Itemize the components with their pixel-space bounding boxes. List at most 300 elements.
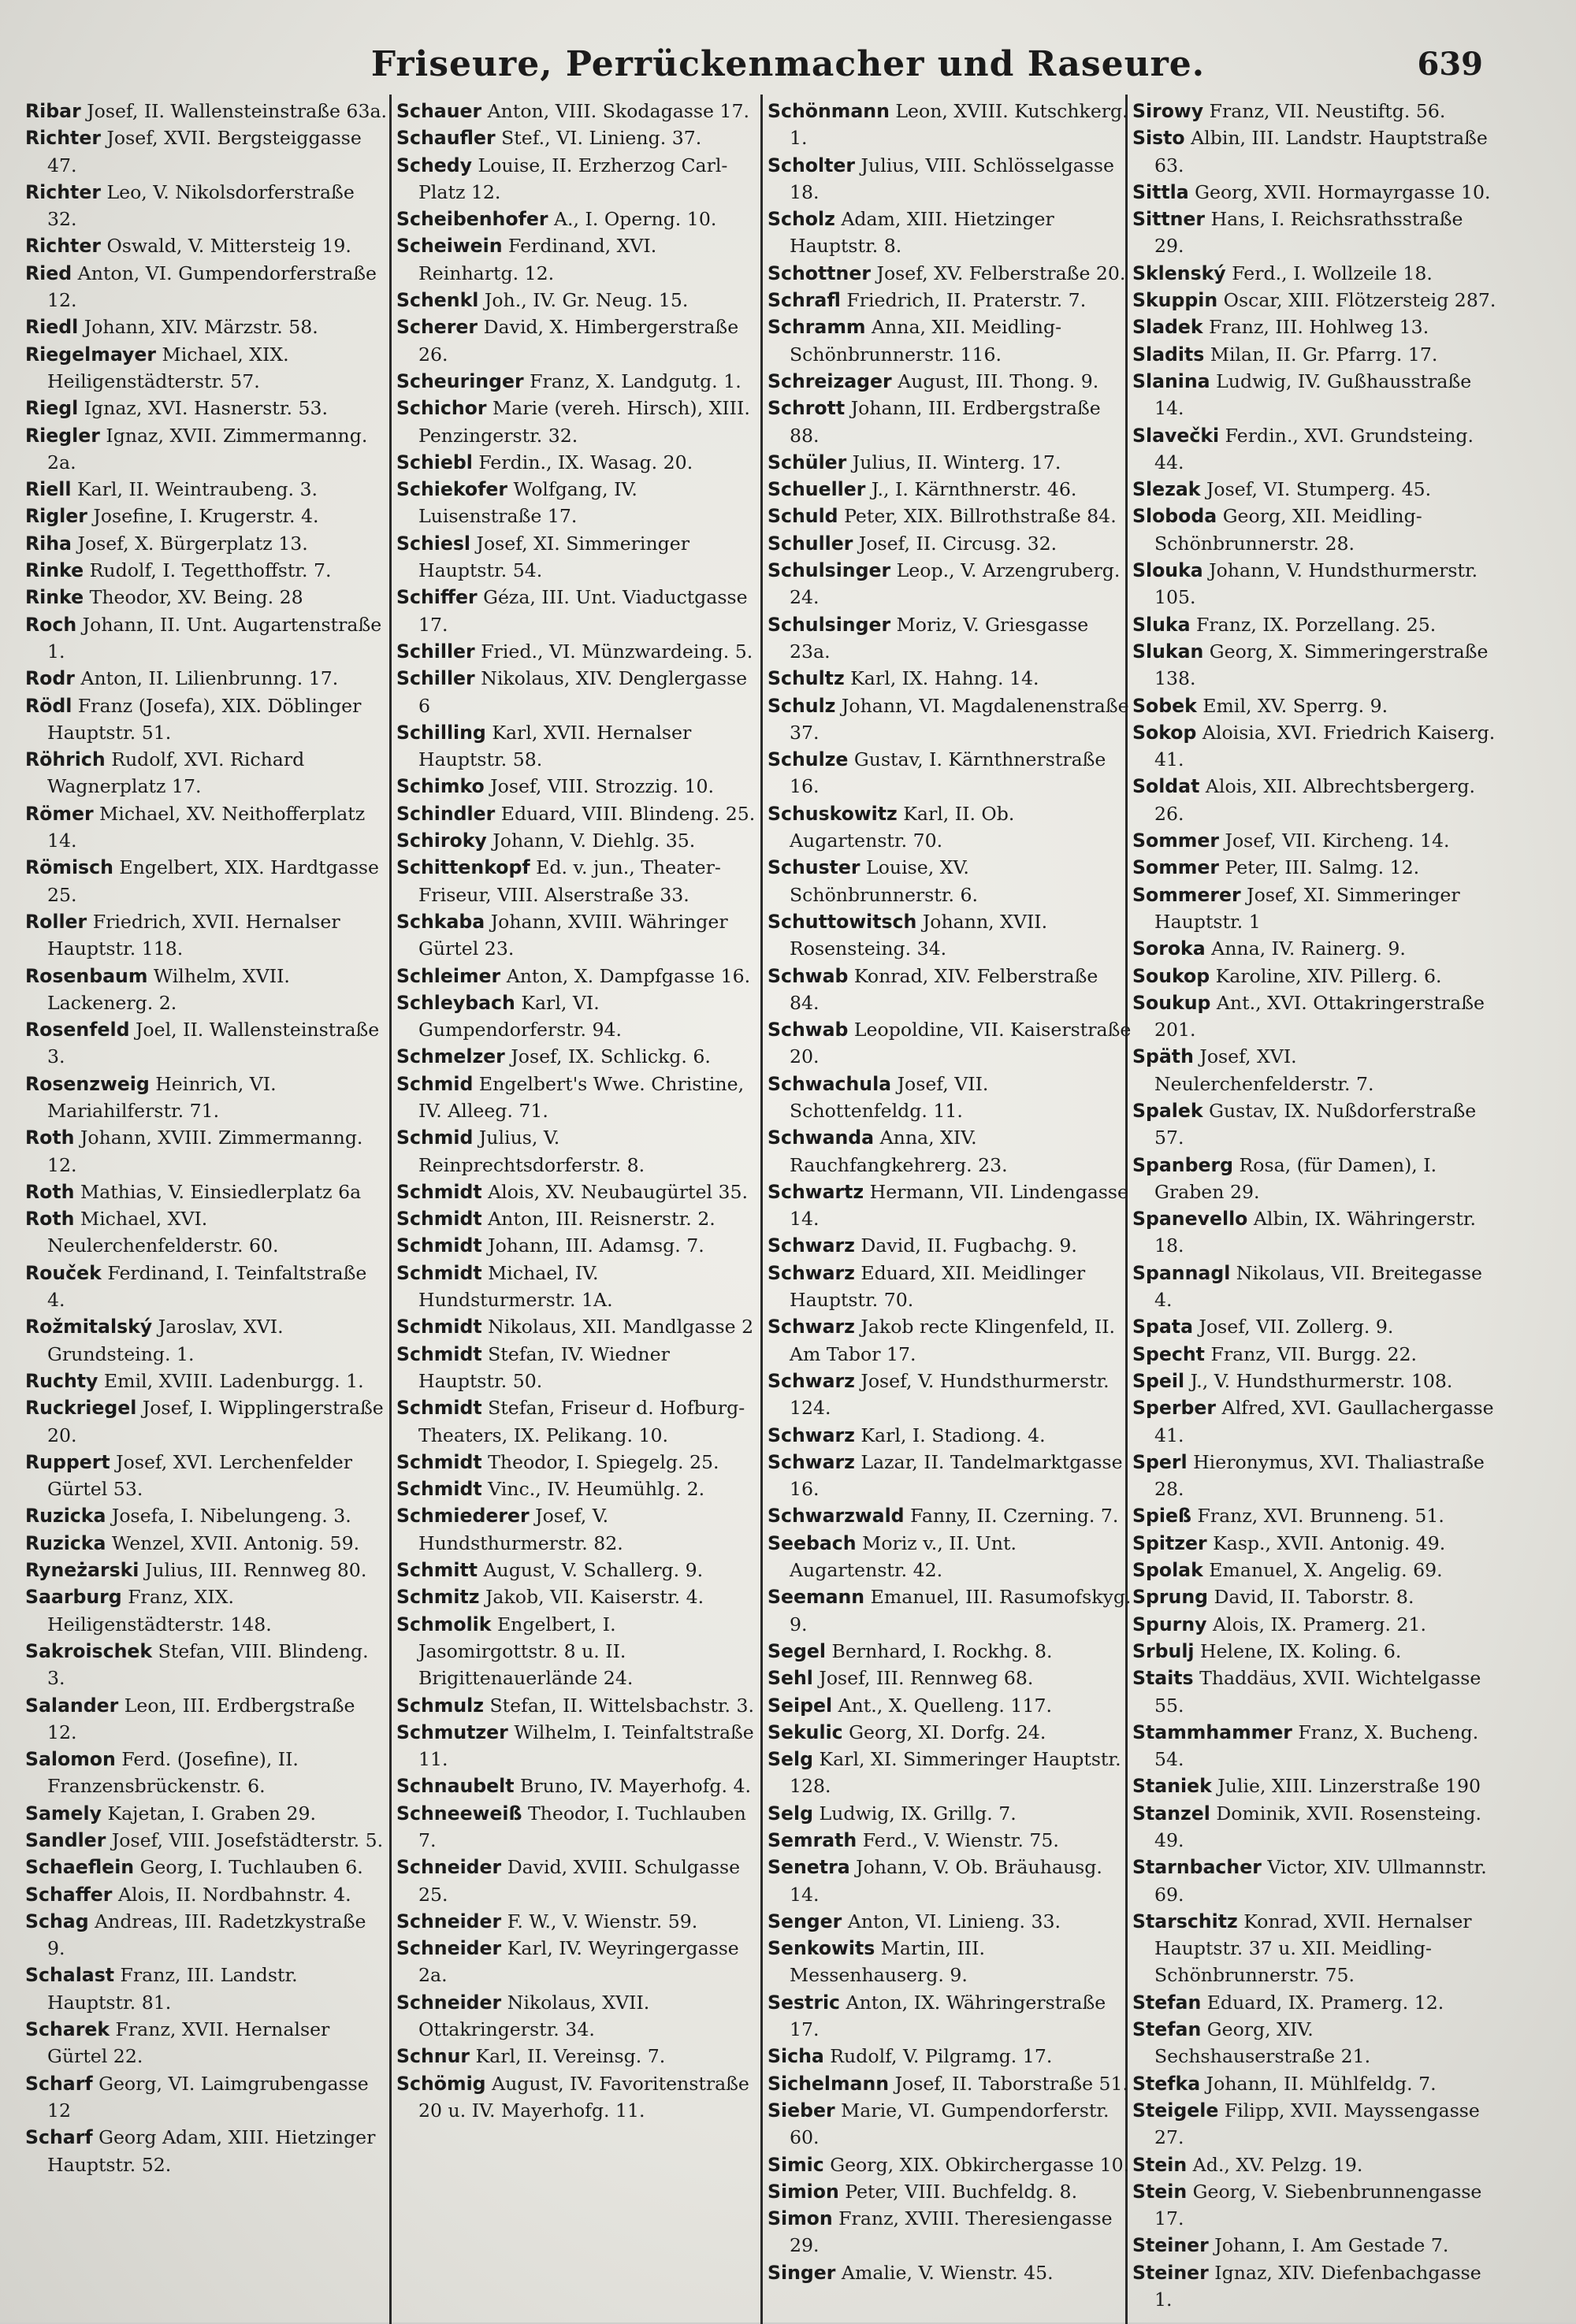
entry-details: August, IV. Favoritenstraße 20 u. IV. Mayerhofg. 11. xyxy=(418,2072,749,2122)
entry-details: Franz, X. Bucheng. 54. xyxy=(1154,1721,1479,1771)
entry-surname: Soukup xyxy=(1132,991,1211,1014)
entry-details: David, X. Himbergerstraße 26. xyxy=(418,316,739,366)
directory-entry xyxy=(768,1719,1132,1746)
entry-surname: Scholz xyxy=(768,208,835,231)
entry-surname: Scheibenhofer xyxy=(396,208,548,231)
entry-details: Anton, X. Dampfgasse 16. xyxy=(506,964,751,987)
entry-surname: Sichelmann xyxy=(768,2072,890,2095)
directory-entry xyxy=(1132,1043,1496,1097)
entry-surname: Slanina xyxy=(1132,369,1210,392)
directory-entry xyxy=(768,2070,1132,2097)
directory-entry xyxy=(396,989,760,1044)
entry-details: A., I. Operng. 10. xyxy=(553,208,717,231)
directory-entry xyxy=(768,2205,1132,2259)
entry-surname: Riell xyxy=(25,478,72,501)
directory-entry xyxy=(768,1232,1132,1259)
directory-entry xyxy=(768,152,1132,206)
directory-entry xyxy=(396,1205,760,1232)
directory-entry xyxy=(396,1611,760,1692)
entry-surname: Salomon xyxy=(25,1748,116,1771)
entry-details: Julie, XIII. Linzerstraße 190 xyxy=(1217,1775,1481,1798)
entry-surname: Spieß xyxy=(1132,1505,1191,1528)
directory-entry xyxy=(768,854,1132,908)
entry-details: Dominik, XVII. Rosensteing. 49. xyxy=(1154,1802,1481,1851)
directory-entry xyxy=(396,2043,760,2070)
entry-details: Rudolf, V. Pilgramg. 17. xyxy=(830,2045,1053,2068)
directory-entry xyxy=(1132,935,1496,962)
entry-details: Wilhelm, I. Teinfaltstraße 11. xyxy=(418,1721,754,1771)
directory-entry xyxy=(25,1827,389,1854)
directory-entry xyxy=(768,503,1132,529)
directory-entry xyxy=(1132,1530,1496,1557)
entry-details: Leop., V. Arzengruberg. 24. xyxy=(790,559,1121,609)
entry-details: Johann, III. Adamsg. 7. xyxy=(488,1234,704,1257)
directory-entry xyxy=(768,314,1132,368)
directory-entry xyxy=(768,1692,1132,1719)
directory-entry xyxy=(25,530,389,557)
entry-surname: Spitzer xyxy=(1132,1531,1207,1554)
entry-surname: Rinke xyxy=(25,559,84,582)
entry-surname: Schönmann xyxy=(768,100,890,122)
directory-entry xyxy=(396,2070,760,2125)
directory-entry xyxy=(396,1989,760,2044)
directory-entry xyxy=(1132,2151,1496,2178)
entry-surname: Soldat xyxy=(1132,775,1200,798)
entry-surname: Sakroischek xyxy=(25,1639,153,1662)
directory-entry xyxy=(768,2097,1132,2151)
entry-surname: Spannagl xyxy=(1132,1261,1231,1284)
entry-surname: Ried xyxy=(25,262,72,284)
entry-surname: Schwachula xyxy=(768,1072,892,1095)
entry-details: David, II. Taborstr. 8. xyxy=(1214,1586,1414,1609)
entry-details: Franz, XVIII. Theresiengasse 29. xyxy=(790,2207,1113,2257)
entry-details: Josef, II. Wallensteinstraße 63a. xyxy=(87,100,388,122)
entry-surname: Schiekofer xyxy=(396,478,508,501)
entry-details: Karl, IV. Weyringergasse 2a. xyxy=(418,1937,739,1987)
entry-surname: Sirowy xyxy=(1132,100,1204,122)
entry-details: Ed. v. jun., Theater-Friseur, VIII. Alserstraße 33. xyxy=(418,856,721,906)
entry-details: J., I. Kärnthnerstr. 46. xyxy=(871,478,1077,501)
directory-entry xyxy=(768,1368,1132,1422)
entry-surname: Spalek xyxy=(1132,1099,1203,1122)
entry-surname: Seebach xyxy=(768,1531,857,1554)
directory-entry xyxy=(25,1368,389,1394)
directory-entry xyxy=(768,1746,1132,1800)
entry-details: Josef, II. Taborstraße 51. xyxy=(894,2072,1129,2095)
entry-surname: Simon xyxy=(768,2207,833,2230)
entry-surname: Schulsinger xyxy=(768,559,891,582)
entry-details: Ignaz, XVII. Zimmermanng. 2a. xyxy=(47,424,368,473)
entry-details: Friedrich, XVII. Hernalser Hauptstr. 118. xyxy=(47,910,340,960)
directory-entry xyxy=(396,1232,760,1259)
entry-details: Josef, XI. Simmeringer Hauptstr. 54. xyxy=(418,532,690,582)
entry-details: Ludwig, IX. Grillg. 7. xyxy=(819,1802,1017,1825)
directory-entry xyxy=(768,260,1132,287)
directory-entry xyxy=(396,449,760,476)
directory-entry xyxy=(396,908,760,963)
directory-entry xyxy=(1132,1989,1496,2016)
entry-surname: Simic xyxy=(768,2153,824,2176)
entry-surname: Schiesl xyxy=(396,532,470,555)
directory-entry xyxy=(25,800,389,855)
entry-surname: Schrott xyxy=(768,397,846,420)
entry-surname: Soroka xyxy=(1132,937,1206,960)
entry-details: Peter, XIX. Billrothstraße 84. xyxy=(844,505,1117,528)
directory-entry xyxy=(25,1124,389,1179)
entry-surname: Scharf xyxy=(25,2072,93,2095)
directory-entry xyxy=(396,476,760,530)
entry-surname: Schottner xyxy=(768,262,871,284)
entry-surname: Spata xyxy=(1132,1316,1194,1338)
entry-surname: Schauer xyxy=(396,100,482,122)
directory-entry xyxy=(768,1827,1132,1854)
directory-entry xyxy=(396,1313,760,1340)
directory-entry xyxy=(1132,2097,1496,2151)
entry-surname: Sluka xyxy=(1132,613,1191,636)
entry-details: Bernhard, I. Rockhg. 8. xyxy=(831,1639,1053,1662)
entry-surname: Schichor xyxy=(396,397,487,420)
entry-details: Franz, IX. Porzellang. 25. xyxy=(1196,613,1437,636)
page-header xyxy=(0,41,1576,88)
directory-entry xyxy=(25,1179,389,1205)
entry-surname: Schmutzer xyxy=(396,1721,508,1743)
entry-surname: Sandler xyxy=(25,1829,106,1851)
entry-surname: Sokop xyxy=(1132,721,1197,744)
entry-details: Josef, XVI. Neulerchenfelderstr. 7. xyxy=(1154,1045,1374,1095)
entry-details: Ferdin., XVI. Grundsteing. 44. xyxy=(1154,424,1474,473)
entry-details: Nikolaus, XIV. Denglergasse 6 xyxy=(418,667,748,717)
entry-surname: Schmidt xyxy=(396,1234,482,1257)
entry-details: Moriz v., II. Unt. Augartenstr. 42. xyxy=(790,1531,1017,1582)
directory-entry xyxy=(396,1719,760,1773)
entry-details: Georg, I. Tuchlauben 6. xyxy=(139,1856,363,1879)
entry-details: Johann, II. Mühlfeldg. 7. xyxy=(1206,2072,1437,2095)
directory-entry xyxy=(768,1800,1132,1827)
entry-details: Friedrich, II. Praterstr. 7. xyxy=(846,289,1087,312)
entry-details: Josef, XV. Felberstraße 20. xyxy=(876,262,1126,284)
directory-entry xyxy=(1132,1773,1496,1799)
entry-details: Victor, XIV. Ullmannstr. 69. xyxy=(1154,1856,1487,1906)
entry-surname: Schmidt xyxy=(396,1180,482,1203)
directory-entry xyxy=(25,1854,389,1880)
directory-entry xyxy=(768,1665,1132,1691)
entry-surname: Stammhammer xyxy=(1132,1721,1292,1743)
directory-entry xyxy=(768,1422,1132,1449)
entry-surname: Schwab xyxy=(768,1019,849,1041)
entry-surname: Römer xyxy=(25,802,94,825)
entry-details: Josef, II. Circusg. 32. xyxy=(858,532,1057,555)
entry-details: Alfred, XVI. Gaullachergasse 41. xyxy=(1154,1397,1494,1446)
entry-surname: Spanevello xyxy=(1132,1208,1248,1231)
entry-details: Josef, X. Bürgerplatz 13. xyxy=(77,532,308,555)
entry-surname: Semrath xyxy=(768,1829,857,1851)
entry-surname: Srbulj xyxy=(1132,1639,1195,1662)
entry-surname: Schwarz xyxy=(768,1316,855,1338)
entry-surname: Slezak xyxy=(1132,478,1201,501)
entry-surname: Schmidt xyxy=(396,1261,482,1284)
directory-entry xyxy=(1132,2016,1496,2070)
entry-details: Rudolf, I. Tegetthoffstr. 7. xyxy=(89,559,332,582)
entry-surname: Sprung xyxy=(1132,1586,1208,1609)
entry-surname: Senetra xyxy=(768,1856,850,1879)
entry-surname: Sestric xyxy=(768,1991,841,2014)
entry-details: Stefan, IV. Wiedner Hauptstr. 50. xyxy=(418,1342,670,1392)
entry-details: Anna, IV. Rainerg. 9. xyxy=(1211,937,1406,960)
entry-surname: Seipel xyxy=(768,1694,833,1717)
entry-details: Oswald, V. Mittersteig 19. xyxy=(106,235,351,258)
directory-entry xyxy=(396,800,760,827)
directory-entry xyxy=(396,1692,760,1719)
entry-details: Leopoldine, VII. Kaiserstraße 20. xyxy=(790,1019,1132,1068)
entry-surname: Schulze xyxy=(768,748,849,771)
entry-surname: Schiebl xyxy=(396,451,473,473)
entry-details: Franz, XVII. Hernalser Gürtel 22. xyxy=(47,2018,330,2068)
directory-entry xyxy=(396,1800,760,1854)
entry-surname: Schulz xyxy=(768,694,836,717)
entry-surname: Ruzicka xyxy=(25,1505,106,1528)
entry-surname: Scherer xyxy=(396,316,478,339)
directory-entry xyxy=(768,1313,1132,1368)
entry-surname: Stein xyxy=(1132,2180,1188,2203)
directory-entry xyxy=(768,963,1132,1017)
directory-entry xyxy=(1132,503,1496,557)
directory-entry xyxy=(1132,2070,1496,2097)
directory-entry xyxy=(25,1071,389,1125)
entry-details: Josef, VII. Schottenfeldg. 11. xyxy=(790,1072,989,1122)
directory-entry xyxy=(1132,1719,1496,1773)
entry-surname: Stefan xyxy=(1132,2018,1202,2041)
entry-details: Gustav, I. Kärnthnerstraße 16. xyxy=(790,748,1106,798)
directory-entry xyxy=(25,314,389,340)
entry-details: Louise, II. Erzherzog Carl-Platz 12. xyxy=(418,154,728,203)
directory-entry xyxy=(768,908,1132,963)
directory-entry xyxy=(768,665,1132,692)
entry-details: Vinc., IV. Heumühlg. 2. xyxy=(488,1478,705,1501)
entry-details: Karoline, XIV. Pillerg. 6. xyxy=(1215,964,1442,987)
entry-surname: Staits xyxy=(1132,1667,1194,1690)
entry-details: Josef, VIII. Strozzig. 10. xyxy=(490,775,715,798)
directory-entry xyxy=(768,1449,1132,1503)
entry-surname: Schmidt xyxy=(396,1450,482,1473)
directory-entry xyxy=(25,854,389,908)
entry-details: Ferdin., IX. Wasag. 20. xyxy=(478,451,693,473)
entry-surname: Richter xyxy=(25,180,101,203)
entry-details: Ad., XV. Pelzg. 19. xyxy=(1192,2153,1363,2176)
entry-details: J., V. Hundsthurmerstr. 108. xyxy=(1190,1369,1453,1392)
directory-entry xyxy=(768,692,1132,747)
directory-entry xyxy=(1132,314,1496,340)
entry-details: Leon, III. Erdbergstraße 12. xyxy=(47,1694,355,1743)
entry-details: Anton, VI. Linieng. 33. xyxy=(847,1910,1061,1932)
entry-surname: Roth xyxy=(25,1127,75,1149)
directory-entry xyxy=(396,827,760,854)
entry-surname: Schilling xyxy=(396,721,486,744)
entry-details: Anton, VI. Gumpendorferstraße 12. xyxy=(47,262,377,312)
entry-details: Anton, VIII. Skodagasse 17. xyxy=(487,100,749,122)
directory-entry xyxy=(1132,1394,1496,1449)
entry-surname: Schleybach xyxy=(396,991,515,1014)
entry-details: Jaroslav, XVI. Grundsteing. 1. xyxy=(47,1316,284,1365)
entry-details: Fried., VI. Münzwardeing. 5. xyxy=(481,640,753,663)
directory-entry xyxy=(396,530,760,585)
entry-details: Adam, XIII. Hietzinger Hauptstr. 8. xyxy=(790,208,1054,258)
entry-details: Albin, IX. Währingerstr. 18. xyxy=(1154,1208,1477,1257)
entry-surname: Stanzel xyxy=(1132,1802,1210,1825)
entry-surname: Schwarz xyxy=(768,1261,855,1284)
entry-surname: Scheuringer xyxy=(396,369,524,392)
directory-entry xyxy=(25,1260,389,1314)
entry-surname: Sladek xyxy=(1132,316,1203,339)
entry-details: Géza, III. Unt. Viaductgasse 17. xyxy=(418,586,748,636)
entry-surname: Schneider xyxy=(396,1991,502,2014)
directory-entry xyxy=(768,98,1132,152)
directory-entry xyxy=(1132,1908,1496,1989)
directory-entry xyxy=(25,232,389,259)
directory-entry xyxy=(1132,773,1496,827)
directory-entry xyxy=(25,2070,389,2125)
column-4 xyxy=(1132,98,1496,2313)
entry-details: Georg, VI. Laimgrubengasse 12 xyxy=(47,2072,369,2122)
entry-surname: Schnur xyxy=(396,2045,470,2068)
directory-entry xyxy=(25,746,389,800)
entry-details: Georg, X. Simmeringerstraße 138. xyxy=(1154,640,1489,690)
entry-details: Lazar, II. Tandelmarktgasse 16. xyxy=(790,1450,1123,1501)
entry-surname: Schindler xyxy=(396,802,496,825)
directory-entry xyxy=(396,1124,760,1179)
directory-entry xyxy=(25,2016,389,2070)
directory-entry xyxy=(1132,98,1496,124)
directory-entry xyxy=(1132,260,1496,287)
directory-entry xyxy=(396,232,760,287)
entry-surname: Speil xyxy=(1132,1369,1185,1392)
directory-entry xyxy=(396,98,760,124)
directory-entry xyxy=(1132,1205,1496,1260)
directory-entry xyxy=(396,395,760,449)
entry-surname: Schwartz xyxy=(768,1180,864,1203)
directory-entry xyxy=(396,665,760,719)
entry-surname: Rosenzweig xyxy=(25,1072,150,1095)
entry-details: Josef, VIII. Josefstädterstr. 5. xyxy=(111,1829,384,1851)
entry-surname: Singer xyxy=(768,2261,836,2284)
column-1 xyxy=(25,98,389,2178)
directory-entry xyxy=(25,557,389,584)
entry-surname: Schmid xyxy=(396,1072,474,1095)
entry-surname: Sieber xyxy=(768,2099,835,2122)
entry-surname: Schmitz xyxy=(396,1586,480,1609)
entry-details: Hans, I. Reichsrathsstraße 29. xyxy=(1154,208,1463,258)
entry-details: Theodor, XV. Being. 28 xyxy=(89,586,303,609)
entry-details: Ferd. (Josefine), II. Franzensbrückenstr. 6. xyxy=(47,1748,299,1798)
directory-entry xyxy=(25,1962,389,2016)
entry-details: Stef., VI. Linieng. 37. xyxy=(501,127,702,150)
directory-entry xyxy=(396,314,760,368)
directory-entry xyxy=(1132,638,1496,692)
entry-details: Eduard, XII. Meidlinger Hauptstr. 70. xyxy=(790,1261,1086,1312)
entry-details: Josef, III. Rennweg 68. xyxy=(819,1667,1034,1690)
entry-details: Helene, IX. Koling. 6. xyxy=(1200,1639,1402,1662)
entry-details: Franz, X. Landgutg. 1. xyxy=(530,369,742,392)
directory-entry xyxy=(1132,1557,1496,1583)
directory-entry xyxy=(768,1016,1132,1071)
directory-entry xyxy=(25,908,389,963)
directory-entry xyxy=(25,1502,389,1529)
entry-details: Milan, II. Gr. Pfarrg. 17. xyxy=(1210,343,1438,366)
directory-entry xyxy=(768,2178,1132,2205)
directory-entry xyxy=(768,1530,1132,1584)
entry-surname: Stefan xyxy=(1132,1991,1202,2014)
entry-surname: Schmidt xyxy=(396,1397,482,1420)
entry-details: Engelbert, XIX. Hardtgasse 25. xyxy=(47,856,379,906)
entry-surname: Schuld xyxy=(768,505,838,528)
entry-details: Ant., X. Quelleng. 117. xyxy=(838,1694,1052,1717)
directory-entry xyxy=(25,98,389,124)
directory-entry xyxy=(1132,827,1496,854)
entry-surname: Schiller xyxy=(396,667,475,690)
directory-entry xyxy=(768,611,1132,666)
entry-surname: Schneider xyxy=(396,1910,502,1932)
directory-entry xyxy=(1132,287,1496,314)
entry-surname: Skuppin xyxy=(1132,289,1218,312)
entry-details: Peter, VIII. Buchfeldg. 8. xyxy=(845,2180,1078,2203)
entry-details: Nikolaus, VII. Breitegasse 4. xyxy=(1154,1261,1482,1312)
entry-surname: Römisch xyxy=(25,856,113,879)
entry-details: Georg, XVII. Hormayrgasse 10. xyxy=(1195,180,1491,203)
directory-entry xyxy=(396,1071,760,1125)
entry-details: Rosa, (für Damen), I. Graben 29. xyxy=(1154,1153,1437,1203)
entry-details: Ferd., I. Wollzeile 18. xyxy=(1232,262,1433,284)
directory-entry xyxy=(768,449,1132,476)
directory-entry xyxy=(396,152,760,206)
directory-entry xyxy=(25,124,389,179)
entry-details: Josef, VII. Kircheng. 14. xyxy=(1225,830,1450,852)
entry-surname: Schmid xyxy=(396,1127,474,1149)
entry-surname: Schmulz xyxy=(396,1694,484,1717)
entry-surname: Saarburg xyxy=(25,1586,122,1609)
entry-details: Johann, XVIII. Zimmermanng. 12. xyxy=(47,1127,363,1176)
entry-surname: Röhrich xyxy=(25,748,106,771)
entry-surname: Schuttowitsch xyxy=(768,910,917,933)
entry-surname: Schwarz xyxy=(768,1369,855,1392)
entry-surname: Rinke xyxy=(25,586,84,609)
entry-details: Fanny, II. Czerning. 7. xyxy=(910,1505,1119,1528)
entry-details: Michael, XV. Neithofferplatz 14. xyxy=(47,802,366,852)
entry-surname: Schueller xyxy=(768,478,866,501)
entry-surname: Ribar xyxy=(25,100,81,122)
entry-surname: Starschitz xyxy=(1132,1910,1238,1932)
entry-details: Emil, XV. Sperrg. 9. xyxy=(1202,694,1388,717)
entry-surname: Schuskowitz xyxy=(768,802,898,825)
entry-details: Johann, I. Am Gestade 7. xyxy=(1214,2234,1449,2257)
entry-details: Michael, IV. Hundsturmerstr. 1A. xyxy=(418,1261,613,1312)
directory-entry xyxy=(25,1530,389,1557)
directory-entry xyxy=(1132,1665,1496,1719)
directory-entry xyxy=(768,1908,1132,1935)
entry-surname: Sommer xyxy=(1132,856,1220,879)
directory-entry xyxy=(396,1908,760,1935)
entry-surname: Schnaubelt xyxy=(396,1775,515,1798)
directory-entry xyxy=(25,341,389,395)
entry-details: Wilhelm, XVII. Lackenerg. 2. xyxy=(47,964,290,1014)
entry-surname: Riegelmayer xyxy=(25,343,157,366)
entry-details: Karl, VI. Gumpendorferstr. 94. xyxy=(418,991,623,1041)
entry-surname: Sisto xyxy=(1132,127,1185,150)
directory-entry xyxy=(1132,989,1496,1044)
entry-details: Alois, II. Nordbahnstr. 4. xyxy=(117,1883,351,1906)
entry-details: August, V. Schallerg. 9. xyxy=(483,1559,704,1582)
directory-entry xyxy=(25,1449,389,1503)
entry-surname: Ruchty xyxy=(25,1369,98,1392)
directory-entry xyxy=(396,773,760,800)
